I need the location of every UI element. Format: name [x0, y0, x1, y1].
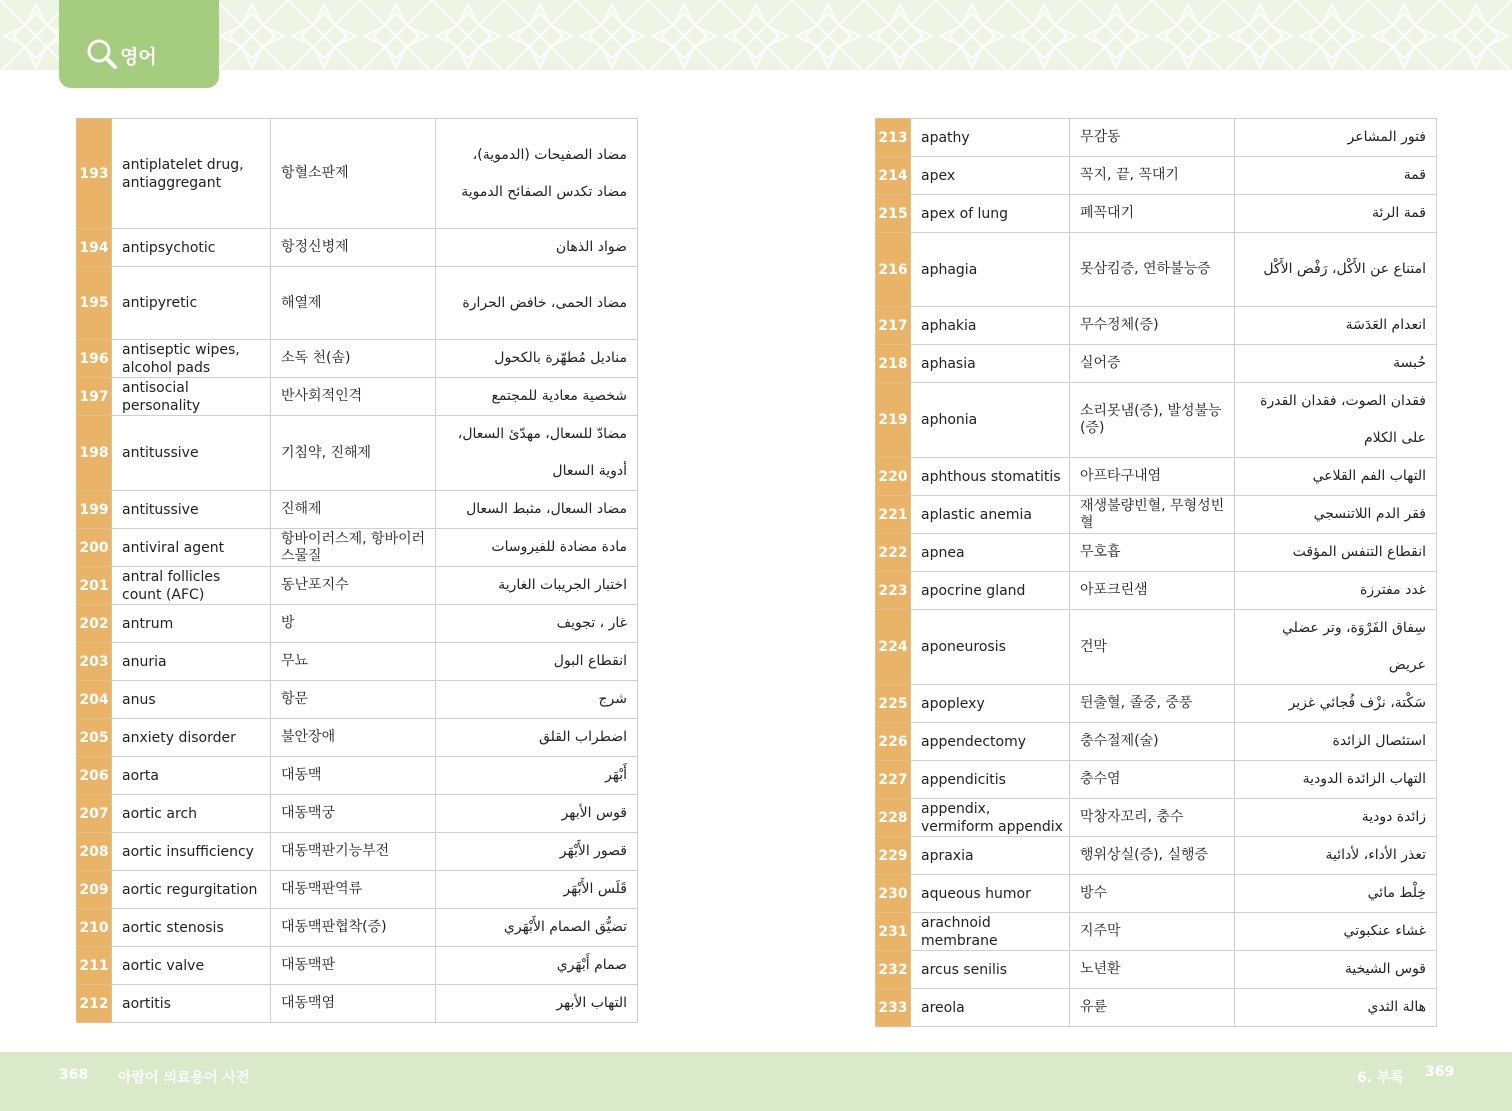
term-number: 231 — [876, 913, 911, 951]
table-row — [77, 947, 638, 985]
korean-term: 무호흡 — [1070, 534, 1235, 572]
english-term: aplastic anemia — [911, 496, 1070, 534]
term-number: 206 — [77, 757, 112, 795]
table-row — [876, 458, 1437, 496]
arabic-term: فقر الدم اللاتنسجي — [1235, 496, 1437, 534]
table-row — [77, 757, 638, 795]
arabic-term: زائدة دودية — [1235, 799, 1437, 837]
section-title: 6. 부록 — [1357, 1070, 1404, 1086]
english-term: aphasia — [911, 345, 1070, 383]
table-row — [876, 989, 1437, 1027]
korean-term: 대동맥판역류 — [271, 871, 436, 909]
term-number: 209 — [77, 871, 112, 909]
table-row — [876, 157, 1437, 195]
korean-term: 항혈소판제 — [271, 119, 436, 229]
term-number: 197 — [77, 378, 112, 416]
table-row — [77, 605, 638, 643]
english-term: aphonia — [911, 383, 1070, 458]
term-number: 198 — [77, 416, 112, 491]
arabic-term: حُبسة — [1235, 345, 1437, 383]
korean-term: 방 — [271, 605, 436, 643]
section-tab — [59, 0, 219, 88]
arabic-term: مضادّ للسعال، مهدّئ السعال، أدوية السعال — [436, 416, 638, 491]
page-footer — [0, 1052, 1512, 1111]
term-number: 199 — [77, 491, 112, 529]
arabic-term: قمة الرئة — [1235, 195, 1437, 233]
korean-term: 항정신병제 — [271, 229, 436, 267]
term-number: 219 — [876, 383, 911, 458]
arabic-term: التهاب الأبهر — [436, 985, 638, 1023]
term-number: 213 — [876, 119, 911, 157]
english-term: antiplatelet drug, antiaggregant — [112, 119, 271, 229]
table-row — [876, 534, 1437, 572]
arabic-term: غدد مفترزة — [1235, 572, 1437, 610]
english-term: aortic regurgitation — [112, 871, 271, 909]
table-row — [77, 681, 638, 719]
arabic-term: شخصية معادية للمجتمع — [436, 378, 638, 416]
korean-term: 건막 — [1070, 610, 1235, 685]
english-term: aortic stenosis — [112, 909, 271, 947]
table-row — [876, 233, 1437, 307]
table-row — [77, 567, 638, 605]
korean-term: 행위상실(증), 실행증 — [1070, 837, 1235, 875]
term-number: 223 — [876, 572, 911, 610]
table-row — [77, 871, 638, 909]
arabic-term: استئصال الزائدة — [1235, 723, 1437, 761]
table-row — [876, 913, 1437, 951]
term-number: 210 — [77, 909, 112, 947]
english-term: arachnoid membrane — [911, 913, 1070, 951]
arabic-term: مضاد الحمى، خافض الحرارة — [436, 267, 638, 340]
table-row — [876, 951, 1437, 989]
korean-term: 대동맥판 — [271, 947, 436, 985]
english-term: apoplexy — [911, 685, 1070, 723]
arabic-term: ضواد الذهان — [436, 229, 638, 267]
english-term: areola — [911, 989, 1070, 1027]
english-term: aphagia — [911, 233, 1070, 307]
korean-term: 대동맥판협착(증) — [271, 909, 436, 947]
table-row — [876, 572, 1437, 610]
english-term: apnea — [911, 534, 1070, 572]
korean-term: 무감동 — [1070, 119, 1235, 157]
arabic-term: انعدام العَدَسَة — [1235, 307, 1437, 345]
arabic-term: غشاء عنكبوتي — [1235, 913, 1437, 951]
arabic-term: مادة مضادة للفيروسات — [436, 529, 638, 567]
left-page-number: 368 — [59, 1067, 89, 1083]
term-number: 212 — [77, 985, 112, 1023]
header-pattern — [0, 0, 1512, 70]
korean-term: 폐꼭대기 — [1070, 195, 1235, 233]
table-row — [876, 119, 1437, 157]
table-row — [77, 909, 638, 947]
arabic-term: امتناع عن الأَكْل، رَفْض الأَكْل — [1235, 233, 1437, 307]
term-number: 220 — [876, 458, 911, 496]
table-row — [77, 416, 638, 491]
table-row — [876, 307, 1437, 345]
term-number: 211 — [77, 947, 112, 985]
table-row — [876, 195, 1437, 233]
table-row — [876, 837, 1437, 875]
table-row — [876, 723, 1437, 761]
term-number: 202 — [77, 605, 112, 643]
english-term: antrum — [112, 605, 271, 643]
korean-term: 막창자꼬리, 충수 — [1070, 799, 1235, 837]
term-number: 203 — [77, 643, 112, 681]
korean-term: 노년환 — [1070, 951, 1235, 989]
english-term: aortitis — [112, 985, 271, 1023]
english-term: anus — [112, 681, 271, 719]
arabic-term: اضطراب القلق — [436, 719, 638, 757]
table-row — [77, 833, 638, 871]
english-term: antiviral agent — [112, 529, 271, 567]
table-row — [77, 491, 638, 529]
korean-term: 실어증 — [1070, 345, 1235, 383]
arabic-term: هالة الثدي — [1235, 989, 1437, 1027]
korean-term: 충수염 — [1070, 761, 1235, 799]
arabic-term: أَبْهَر — [436, 757, 638, 795]
arabic-term: قصور الأَبْهَر — [436, 833, 638, 871]
arabic-term: صمام أَبْهَري — [436, 947, 638, 985]
english-term: apathy — [911, 119, 1070, 157]
term-number: 232 — [876, 951, 911, 989]
arabic-term: غار ، تجويف — [436, 605, 638, 643]
term-number: 222 — [876, 534, 911, 572]
arabic-term: انقطاع البول — [436, 643, 638, 681]
english-term: aortic insufficiency — [112, 833, 271, 871]
table-row — [77, 267, 638, 340]
right-page-number: 369 — [1425, 1064, 1455, 1080]
english-term: appendicitis — [911, 761, 1070, 799]
korean-term: 항바이러스제, 항바이러스물질 — [271, 529, 436, 567]
korean-term: 동난포지수 — [271, 567, 436, 605]
term-number: 193 — [77, 119, 112, 229]
term-number: 207 — [77, 795, 112, 833]
english-term: apex — [911, 157, 1070, 195]
korean-term: 대동맥궁 — [271, 795, 436, 833]
arabic-term: سَكْتة، نزْف فُجائي غزير — [1235, 685, 1437, 723]
term-number: 195 — [77, 267, 112, 340]
arabic-term: مضاد الصفيحات (الدموية)، مضاد تكدس الصفائح الدموية — [436, 119, 638, 229]
table-row — [876, 761, 1437, 799]
english-term: aponeurosis — [911, 610, 1070, 685]
english-term: aorta — [112, 757, 271, 795]
term-number: 204 — [77, 681, 112, 719]
table-row — [77, 340, 638, 378]
arabic-term: التهاب الفم القلاعي — [1235, 458, 1437, 496]
korean-term: 충수절제(술) — [1070, 723, 1235, 761]
korean-term: 소리못냄(증), 발성불능(증) — [1070, 383, 1235, 458]
english-term: antral follicles count (AFC) — [112, 567, 271, 605]
english-term: aortic valve — [112, 947, 271, 985]
arabic-term: انقطاع التنفس المؤقت — [1235, 534, 1437, 572]
korean-term: 항문 — [271, 681, 436, 719]
arabic-term: قوس الشيخية — [1235, 951, 1437, 989]
table-row — [876, 345, 1437, 383]
right-term-table — [875, 118, 1437, 1027]
term-number: 200 — [77, 529, 112, 567]
term-number: 233 — [876, 989, 911, 1027]
term-number: 221 — [876, 496, 911, 534]
table-row — [77, 229, 638, 267]
english-term: apraxia — [911, 837, 1070, 875]
arabic-term: تضيُّق الصمام الأَبْهَري — [436, 909, 638, 947]
arabic-term: شرج — [436, 681, 638, 719]
english-term: apex of lung — [911, 195, 1070, 233]
korean-term: 아프타구내염 — [1070, 458, 1235, 496]
term-number: 226 — [876, 723, 911, 761]
korean-term: 소독 천(솜) — [271, 340, 436, 378]
english-term: antipsychotic — [112, 229, 271, 267]
english-term: aphakia — [911, 307, 1070, 345]
table-row — [77, 119, 638, 229]
arabic-term: قوس الأبهر — [436, 795, 638, 833]
table-row — [876, 875, 1437, 913]
english-term: antitussive — [112, 491, 271, 529]
arabic-term: مناديل مُطهّرة بالكحول — [436, 340, 638, 378]
table-row — [77, 529, 638, 567]
korean-term: 유륜 — [1070, 989, 1235, 1027]
term-number: 228 — [876, 799, 911, 837]
term-number: 196 — [77, 340, 112, 378]
term-number: 201 — [77, 567, 112, 605]
korean-term: 재생불량빈혈, 무형성빈혈 — [1070, 496, 1235, 534]
search-icon — [86, 38, 118, 70]
english-term: apocrine gland — [911, 572, 1070, 610]
left-term-table — [76, 118, 638, 1023]
table-row — [876, 383, 1437, 458]
arabic-term: فقدان الصوت، فقدان القدرة على الكلام — [1235, 383, 1437, 458]
table-row — [876, 496, 1437, 534]
korean-term: 아포크린샘 — [1070, 572, 1235, 610]
arabic-term: قَلَس الأَبْهَر — [436, 871, 638, 909]
table-row — [77, 985, 638, 1023]
term-number: 194 — [77, 229, 112, 267]
table-row — [77, 378, 638, 416]
term-number: 215 — [876, 195, 911, 233]
table-row — [77, 719, 638, 757]
table-row — [77, 643, 638, 681]
english-term: antipyretic — [112, 267, 271, 340]
term-number: 229 — [876, 837, 911, 875]
term-number: 225 — [876, 685, 911, 723]
english-term: appendectomy — [911, 723, 1070, 761]
korean-term: 불안장애 — [271, 719, 436, 757]
english-term: antisocial personality — [112, 378, 271, 416]
english-term: antiseptic wipes, alcohol pads — [112, 340, 271, 378]
term-number: 230 — [876, 875, 911, 913]
book-title: 아랍어 의료용어 사전 — [118, 1070, 250, 1086]
term-number: 218 — [876, 345, 911, 383]
arabic-term: التهاب الزائدة الدودية — [1235, 761, 1437, 799]
arabic-term: سِفاق الفَرْوَة، وتر عضلي عريض — [1235, 610, 1437, 685]
korean-term: 무뇨 — [271, 643, 436, 681]
english-term: appendix, vermiform appendix — [911, 799, 1070, 837]
term-number: 227 — [876, 761, 911, 799]
section-tab-label: 영어 — [120, 46, 157, 68]
english-term: aqueous humor — [911, 875, 1070, 913]
term-number: 216 — [876, 233, 911, 307]
korean-term: 뒨출혈, 졸중, 중풍 — [1070, 685, 1235, 723]
korean-term: 대동맥판기능부전 — [271, 833, 436, 871]
korean-term: 진해제 — [271, 491, 436, 529]
arabic-term: اختبار الجريبات الغارية — [436, 567, 638, 605]
korean-term: 기침약, 진해제 — [271, 416, 436, 491]
korean-term: 반사회적인격 — [271, 378, 436, 416]
table-row — [876, 685, 1437, 723]
term-number: 208 — [77, 833, 112, 871]
term-number: 217 — [876, 307, 911, 345]
english-term: aortic arch — [112, 795, 271, 833]
term-number: 205 — [77, 719, 112, 757]
english-term: arcus senilis — [911, 951, 1070, 989]
arabic-term: تعذر الأداء، لأدائية — [1235, 837, 1437, 875]
arabic-term: قمة — [1235, 157, 1437, 195]
table-row — [77, 795, 638, 833]
arabic-term: فتور المشاعر — [1235, 119, 1437, 157]
korean-term: 지주막 — [1070, 913, 1235, 951]
korean-term: 대동맥염 — [271, 985, 436, 1023]
english-term: anxiety disorder — [112, 719, 271, 757]
english-term: antitussive — [112, 416, 271, 491]
table-row — [876, 610, 1437, 685]
table-row — [876, 799, 1437, 837]
korean-term: 해열제 — [271, 267, 436, 340]
arabic-term: خِلْط مائي — [1235, 875, 1437, 913]
korean-term: 방수 — [1070, 875, 1235, 913]
korean-term: 꼭지, 끝, 꼭대기 — [1070, 157, 1235, 195]
korean-term: 대동맥 — [271, 757, 436, 795]
term-number: 214 — [876, 157, 911, 195]
term-number: 224 — [876, 610, 911, 685]
korean-term: 못삼킴증, 연하불능증 — [1070, 233, 1235, 307]
english-term: anuria — [112, 643, 271, 681]
english-term: aphthous stomatitis — [911, 458, 1070, 496]
korean-term: 무수정체(증) — [1070, 307, 1235, 345]
arabic-term: مضاد السعال، مثبط السعال — [436, 491, 638, 529]
